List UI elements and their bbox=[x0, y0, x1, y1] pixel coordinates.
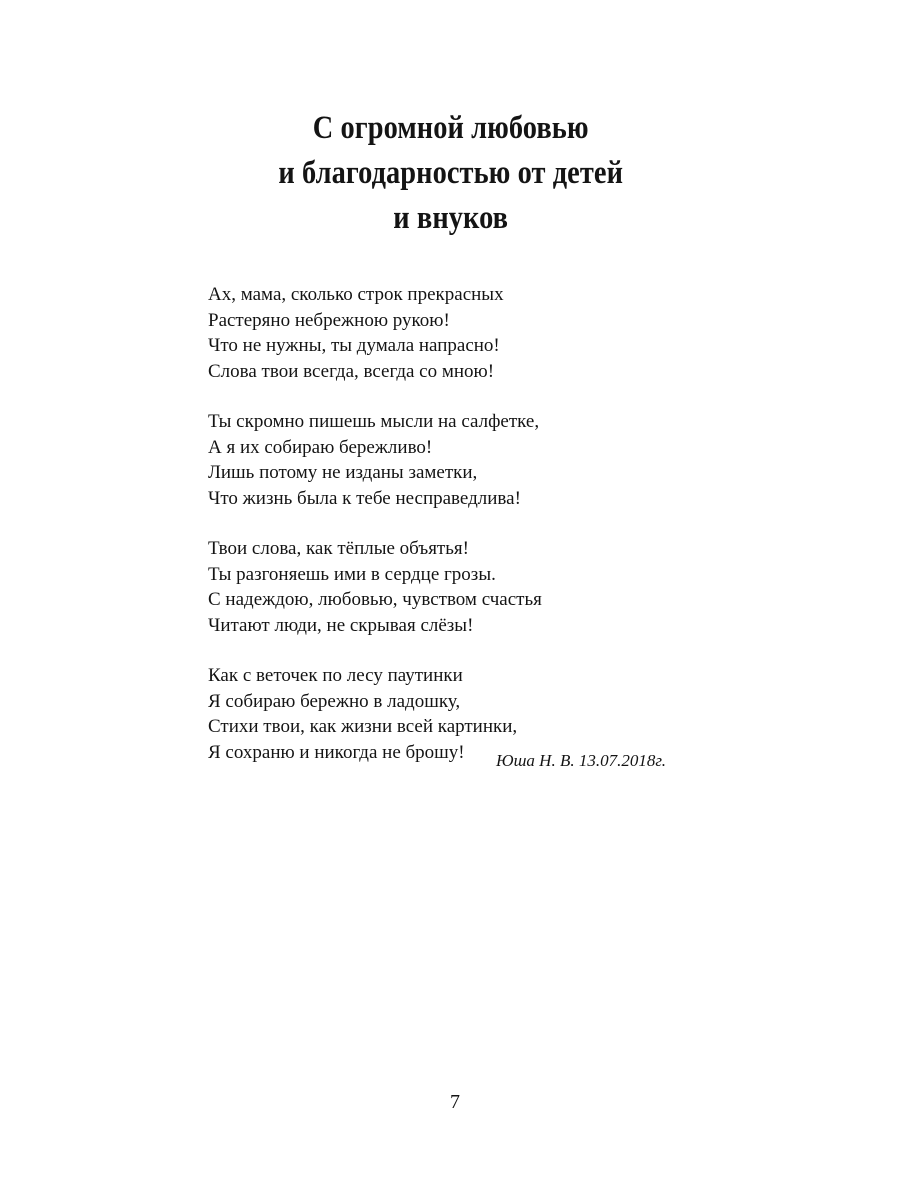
author-signature: Юша Н. В. 13.07.2018г. bbox=[496, 751, 666, 770]
verse-line: С надеждою, любовью, чувством счастья bbox=[208, 589, 542, 610]
verse-line: Я собираю бережно в ладошку, bbox=[208, 690, 461, 712]
verse-line: А я их собираю бережливо! bbox=[208, 436, 433, 458]
page-number: 7 bbox=[450, 1091, 460, 1113]
verse-line: Твои слова, как тёплые объятья! bbox=[208, 538, 469, 559]
title-line: С огромной любовью bbox=[312, 110, 589, 146]
poem-stanza-1 bbox=[208, 282, 688, 384]
verse-line: Растеряно небрежною рукою! bbox=[208, 309, 450, 331]
poem-stanza-3 bbox=[208, 536, 688, 638]
title-line: и внуков bbox=[393, 200, 509, 236]
verse-line: Что жизнь была к тебе несправедлива! bbox=[208, 487, 521, 509]
verse-line: Стихи твои, как жизни всей картинки, bbox=[208, 716, 518, 737]
verse-line: Читают люди, не скрывая слёзы! bbox=[208, 614, 474, 636]
verse-line: Ты разгоняешь ими в сердце грозы. bbox=[208, 563, 496, 585]
title-line: и благодарностью от детей bbox=[278, 155, 624, 191]
verse-line: Как с веточек по лесу паутинки bbox=[208, 665, 463, 686]
page-title bbox=[64, 106, 838, 241]
verse-line: Ах, мама, сколько строк прекрасных bbox=[208, 284, 504, 305]
poem-stanza-2 bbox=[208, 409, 688, 511]
verse-line: Я сохраню и никогда не брошу! bbox=[208, 741, 465, 763]
poem bbox=[208, 282, 688, 790]
verse-line: Ты скромно пишешь мысли на салфетке, bbox=[208, 411, 540, 432]
verse-line: Что не нужны, ты думала напрасно! bbox=[208, 335, 500, 356]
verse-line: Лишь потому не изданы заметки, bbox=[208, 462, 478, 483]
verse-line: Слова твои всегда, всегда со мною! bbox=[208, 360, 495, 382]
